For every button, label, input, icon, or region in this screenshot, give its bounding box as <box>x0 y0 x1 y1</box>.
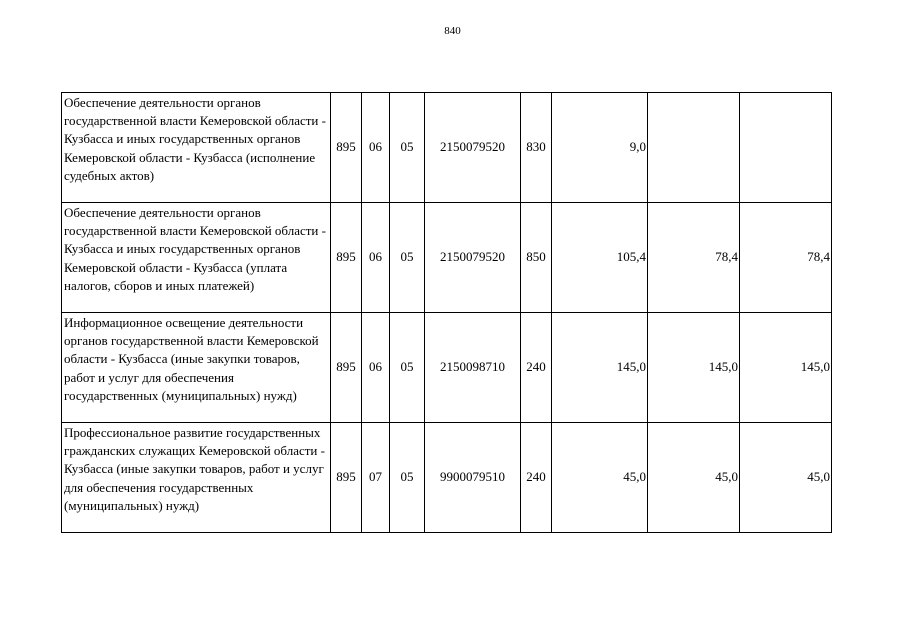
ministry-code: 895 <box>331 423 362 533</box>
budget-table <box>61 92 832 533</box>
subsection-code: 05 <box>390 313 425 423</box>
amount-year-3 <box>740 93 832 203</box>
amount-year-2: 78,4 <box>648 203 740 313</box>
table-row <box>62 93 832 203</box>
amount-year-3: 78,4 <box>740 203 832 313</box>
table-row <box>62 423 832 533</box>
page-number: 840 <box>444 25 461 37</box>
table-row <box>62 313 832 423</box>
amount-year-1: 45,0 <box>552 423 648 533</box>
amount-year-2: 145,0 <box>648 313 740 423</box>
row-description: Обеспечение деятельности органов государственной власти Кемеровской области - Кузбасса и иных государственных органов Кемеровской области - Кузбасса (уплата налогов, сборов и иных платежей) <box>62 203 331 313</box>
amount-year-1: 105,4 <box>552 203 648 313</box>
amount-year-1: 9,0 <box>552 93 648 203</box>
amount-year-2 <box>648 93 740 203</box>
ministry-code: 895 <box>331 313 362 423</box>
section-code: 07 <box>362 423 390 533</box>
amount-year-3: 45,0 <box>740 423 832 533</box>
section-code: 06 <box>362 313 390 423</box>
amount-year-3: 145,0 <box>740 313 832 423</box>
expense-type-code: 830 <box>521 93 552 203</box>
ministry-code: 895 <box>331 203 362 313</box>
section-code: 06 <box>362 93 390 203</box>
row-description: Обеспечение деятельности органов государственной власти Кемеровской области - Кузбасса и иных государственных органов Кемеровской области - Кузбасса (исполнение судебных актов) <box>62 93 331 203</box>
target-article-code: 2150098710 <box>425 313 521 423</box>
expense-type-code: 850 <box>521 203 552 313</box>
expense-type-code: 240 <box>521 313 552 423</box>
subsection-code: 05 <box>390 423 425 533</box>
subsection-code: 05 <box>390 93 425 203</box>
target-article-code: 9900079510 <box>425 423 521 533</box>
amount-year-2: 45,0 <box>648 423 740 533</box>
target-article-code: 2150079520 <box>425 93 521 203</box>
row-description: Информационное освещение деятельности органов государственной власти Кемеровской области - Кузбасса (иные закупки товаров, работ и услуг для обеспечения государственных (муниципальных) нужд) <box>62 313 331 423</box>
table-row <box>62 203 832 313</box>
section-code: 06 <box>362 203 390 313</box>
amount-year-1: 145,0 <box>552 313 648 423</box>
target-article-code: 2150079520 <box>425 203 521 313</box>
subsection-code: 05 <box>390 203 425 313</box>
row-description: Профессиональное развитие государственных гражданских служащих Кемеровской области - Кузбасса (иные закупки товаров, работ и услуг для обеспечения государственных (муниципальных) нужд) <box>62 423 331 533</box>
ministry-code: 895 <box>331 93 362 203</box>
expense-type-code: 240 <box>521 423 552 533</box>
